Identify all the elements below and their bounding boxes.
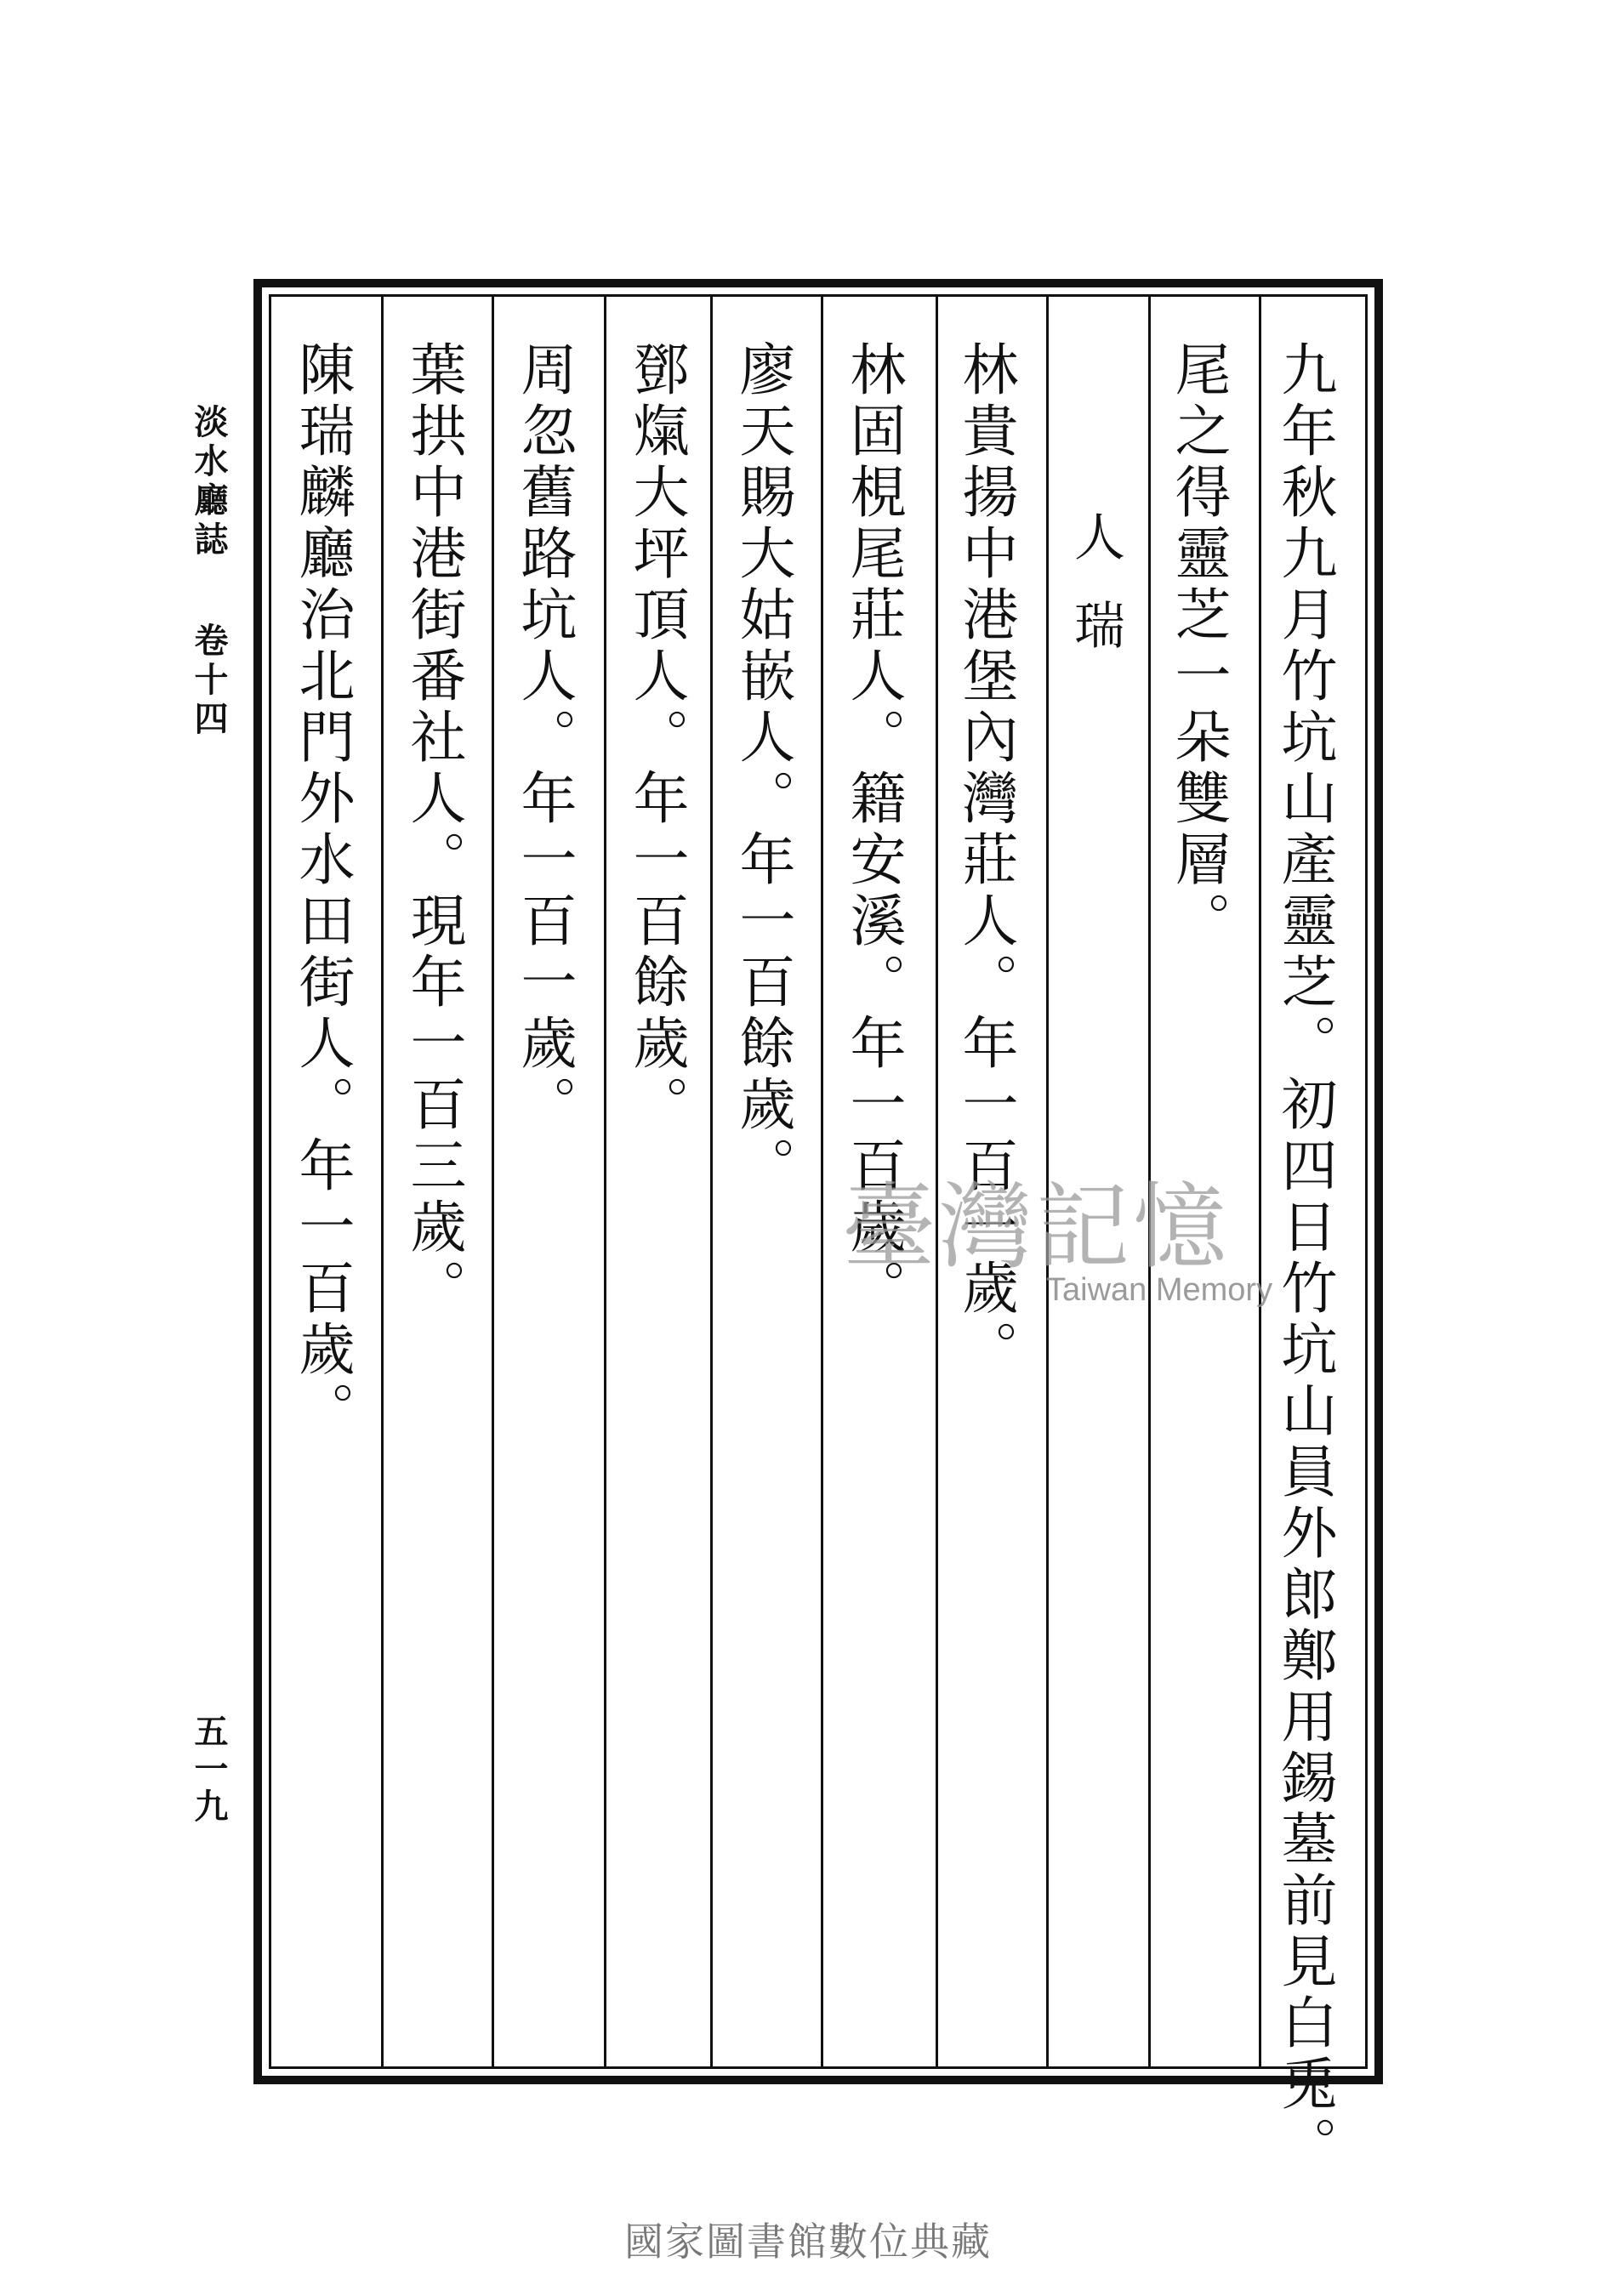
volume-label: 卷十四 — [189, 622, 229, 740]
text-column-2: 尾之得靈芝一朵雙層。 — [1165, 340, 1231, 952]
column-divider — [1259, 294, 1261, 2069]
column-divider — [381, 294, 384, 2069]
column-divider — [710, 294, 713, 2069]
text-column-1: 九年秋九月竹坑山產靈芝。初四日竹坑山員外郎鄭用錫墓前見白兎。 — [1272, 340, 1337, 2177]
text-column-8: 周忽舊路坑人。年一百一歲。 — [511, 340, 577, 1136]
column-divider — [821, 294, 823, 2069]
text-column-5: 林固梘尾莊人。籍安溪。年一百歲。 — [840, 340, 906, 1320]
watermark-english: Taiwan Memory — [1046, 1272, 1273, 1308]
text-column-4: 林貴揚中港堡內灣莊人。年一百一歲。 — [953, 340, 1018, 1381]
text-column-9: 葉拱中港街番社人。現年一百三歲。 — [401, 340, 466, 1320]
text-column-10: 陳瑞麟廳治北門外水田街人。年一百歲。 — [289, 340, 355, 1442]
section-heading: 人瑞 — [1066, 510, 1125, 687]
page-number: 五一九 — [189, 1713, 229, 1826]
library-credit: 國家圖書館數位典藏 — [624, 2219, 992, 2265]
book-title: 淡水廳誌 — [189, 404, 229, 560]
column-divider — [604, 294, 606, 2069]
column-divider — [492, 294, 494, 2069]
text-column-7: 鄧熂大坪頂人。年一百餘歲。 — [623, 340, 689, 1136]
text-column-6: 廖天賜大姑嵌人。年一百餘歲。 — [730, 340, 795, 1197]
watermark-logo: 臺灣記憶 — [842, 1173, 1230, 1282]
